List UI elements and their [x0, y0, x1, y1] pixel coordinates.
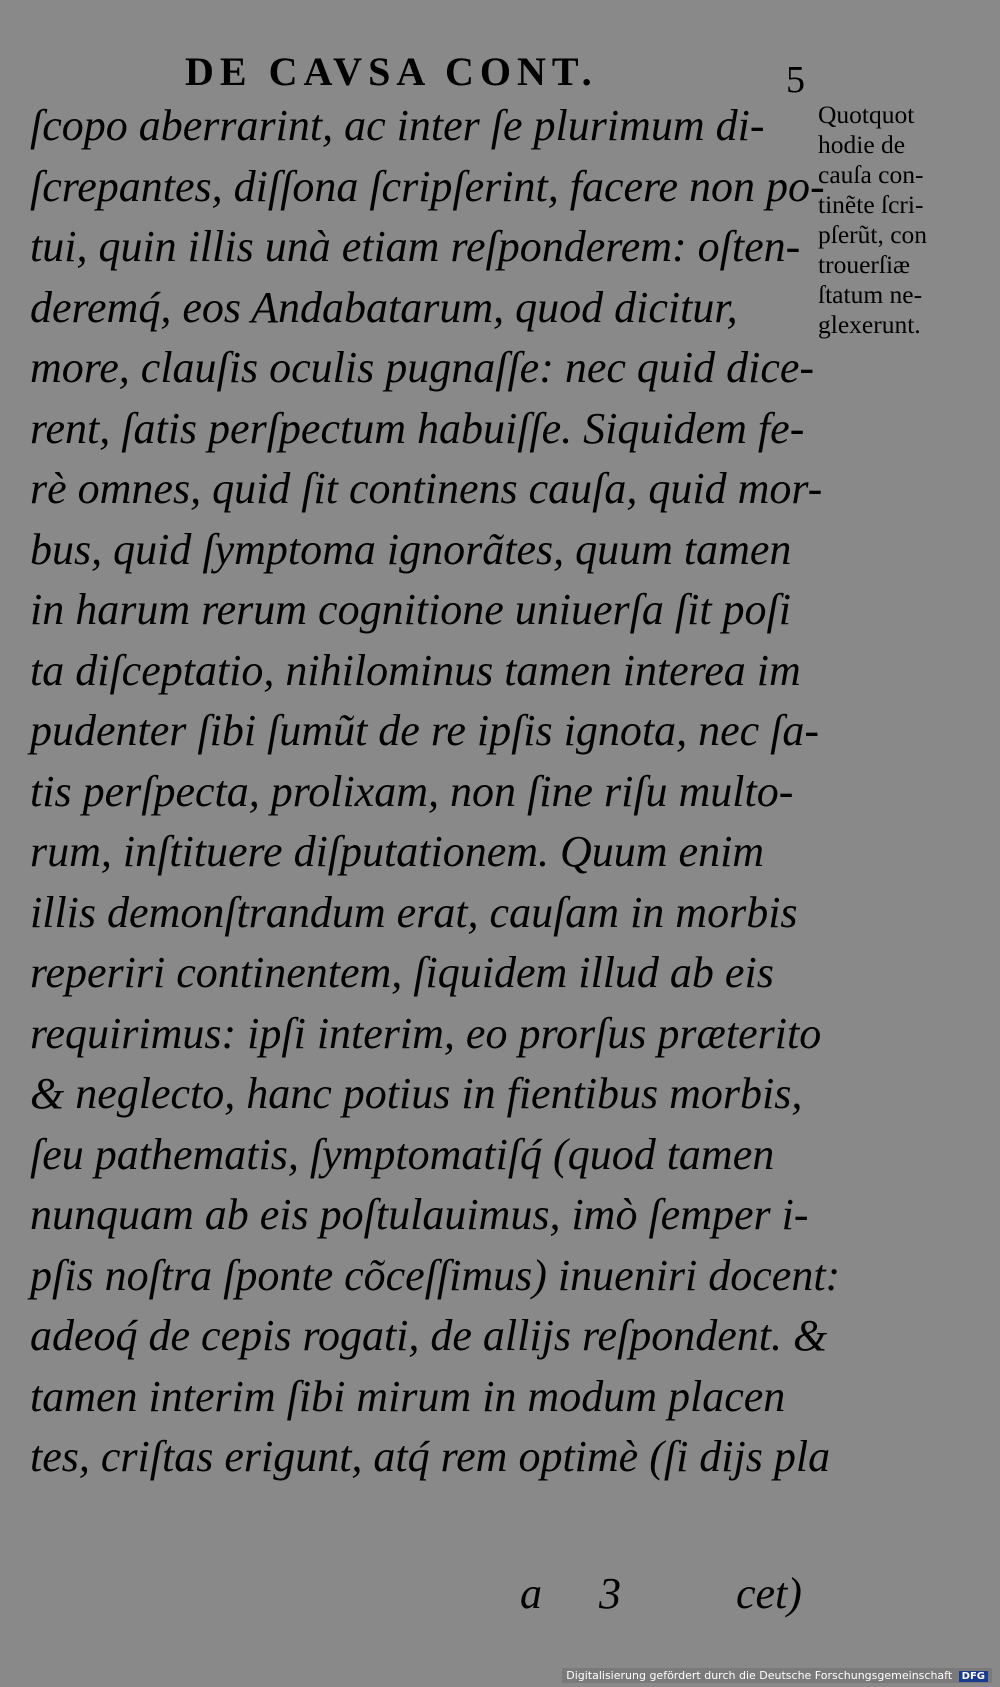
text-line: & neglecto, hanc potius in fientibus morbis, [30, 1069, 803, 1118]
signature-line [520, 1568, 802, 1619]
marginal-note-line: glexerunt. [818, 310, 921, 339]
marginal-note-line: cauſa con- [818, 160, 924, 189]
text-line: bus, quid ſymptoma ignorãtes, quum tamen [30, 524, 792, 574]
text-line: tui, quin illis unà etiam reſponderem: oſten- [30, 222, 801, 271]
text-line: ſcrepantes, diſſona ſcripſerint, facere non po- [30, 161, 825, 211]
running-title: DE CAVSA CONT. [185, 49, 598, 94]
page-number: 5 [786, 59, 805, 101]
credit-text: Digitalisierung gefördert durch die Deutsche Forschungsgemeinschaft [566, 1669, 953, 1682]
signature-number: 3 [599, 1569, 621, 1618]
text-line: tes, criſtas erigunt, atq́ rem optimè (ſi dijs pla [30, 1432, 831, 1481]
text-line: pudenter ſibi ſumũt de re ipſis ignota, nec ſa- [30, 706, 820, 755]
text-line: more, clauſis oculis pugnaſſe: nec quid dice- [30, 343, 815, 392]
marginal-note-line: pſerũt, con [818, 220, 928, 249]
digitization-credit [562, 1668, 992, 1683]
text-line: adeoq́ de cepis rogati, de allijs reſpondent. & [30, 1311, 828, 1360]
text-line: tamen interim ſibi mirum in modum placen [30, 1371, 786, 1421]
text-line: deremq́, eos Andabatarum, quod dicitur, [30, 282, 738, 332]
marginal-note-line: hodie de [818, 130, 906, 159]
signature-mark: a [520, 1569, 542, 1618]
text-line: illis demonſtrandum erat, cauſam in morbis [30, 887, 798, 937]
text-line: in harum rerum cognitione uniuerſa ſit poſi [30, 585, 791, 634]
catchword: cet) [736, 1569, 802, 1618]
marginal-note-line: tinẽte ſcri- [818, 190, 924, 219]
text-line: tis perſpecta, prolixam, non ſine riſu multo- [30, 766, 794, 816]
text-line: pſis noſtra ſponte cõceſſimus) inueniri docent: [30, 1250, 841, 1300]
dfg-logo: DFG [959, 1671, 988, 1682]
text-line: rent, ſatis perſpectum habuiſſe. Siquidem fe- [30, 403, 805, 453]
text-line: requirimus: ipſi interim, eo prorſus præterito [30, 1008, 822, 1058]
text-line: reperiri continentem, ſiquidem illud ab eis [30, 948, 774, 997]
marginal-note-line: Quotquot [818, 100, 915, 129]
main-text-block [30, 96, 841, 1488]
marginal-note-line: ſtatum ne- [818, 280, 923, 309]
text-line: rum, inſtituere diſputationem. Quum enim [30, 827, 765, 876]
text-line: nunquam ab eis poſtulauimus, imò ſemper i- [30, 1190, 809, 1239]
text-line: ta diſceptatio, nihilominus tamen interea im [30, 645, 801, 695]
text-line: ſeu pathematis, ſymptomatiſq́ (quod tamen [30, 1129, 775, 1179]
text-line: rè omnes, quid ſit continens cauſa, quid mor- [30, 464, 823, 513]
marginal-note [818, 100, 998, 340]
marginal-note-line: trouerſiæ [818, 250, 911, 279]
text-line: ſcopo aberrarint, ac inter ſe plurimum di- [30, 101, 765, 150]
